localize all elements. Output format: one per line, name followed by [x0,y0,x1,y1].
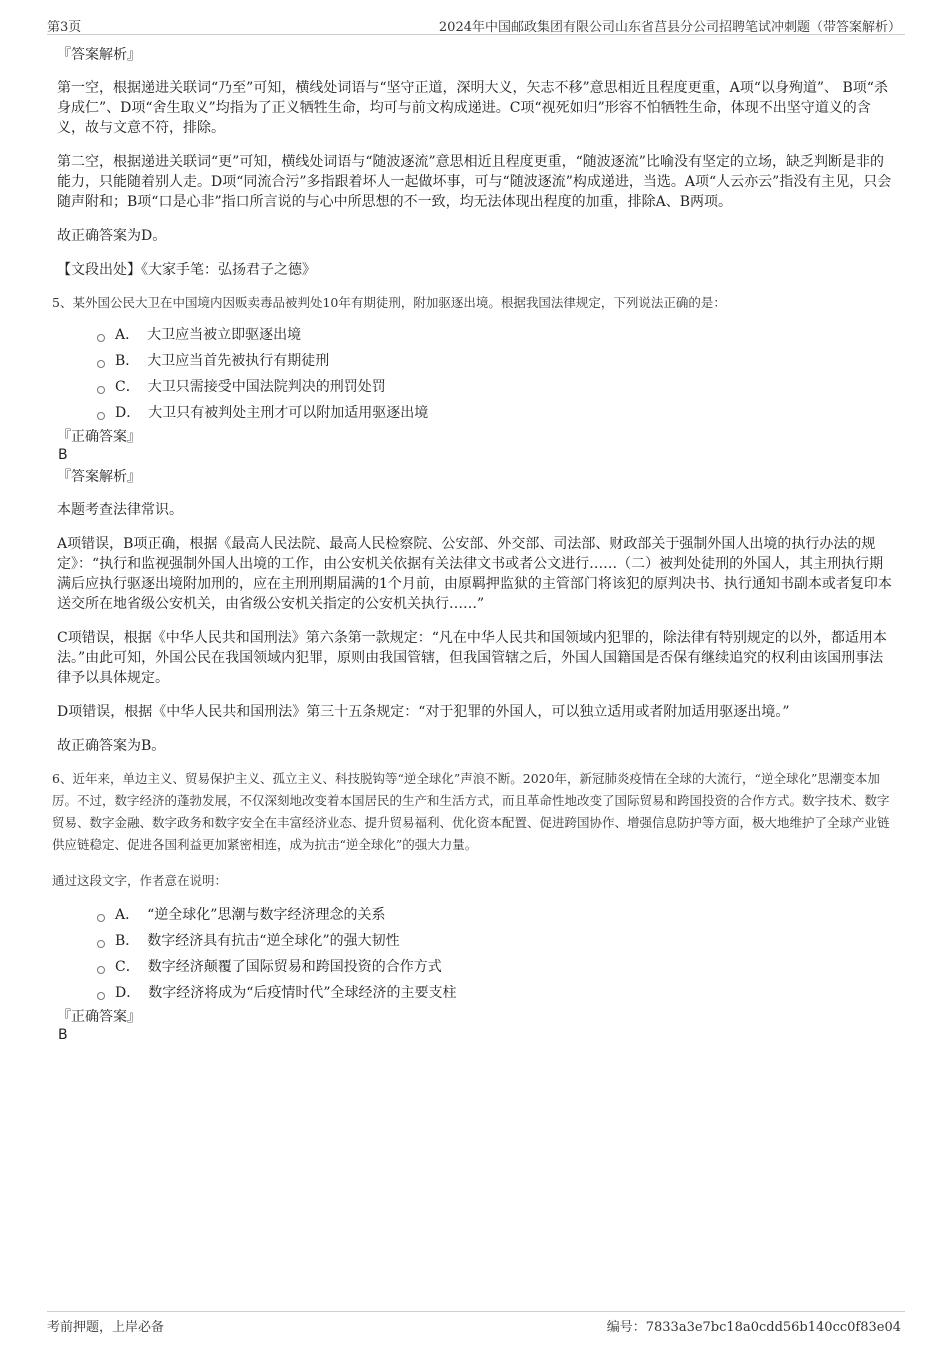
option-text: 数字经济将成为“后疫情时代”全球经济的主要支柱 [148,985,457,1001]
analysis-paragraph: 第一空，根据递进关联词“乃至”可知，横线处词语与“坚守正道，深明大义，矢志不移”意思相近且程度更重，A项“以身殉道”、 B项“杀身成仁”、D项“舍生取义”均指为了正义牺牲生命，均可与前文构成递进。C项“视死如归”形容不怕牺牲生命，体现不出坚守道义的含义，故与文意不符，排除。 [57,80,888,136]
correct-answer: B [58,1027,68,1043]
option-text: 大卫应当被立即驱逐出境 [147,327,302,343]
question-stem: 6、近年来，单边主义、贸易保护主义、孤立主义、科技脱钩等“逆全球化”声浪不断。2020年，新冠肺炎疫情在全球的大流行，“逆全球化”思潮变本加厉。不过，数字经济的蓬勃发展，不仅深刻地改变着本国居民的生产和生活方式，而且革命性地改变了国际贸易和跨国投资的合作方式。数字技术、数字贸易、数字金融、数字政务和数字安全在丰富经济业态、提升贸易福利、优化资本配置、促进跨国协作、增强信息防护等方面，极大地维护了全球产业链供应链稳定、促进各国利益更加紧密相连，成为抗击“逆全球化”的强大力量。 [52,771,890,852]
page-footer [47,1311,905,1334]
option-text: 数字经济具有抗击“逆全球化”的强大韧性 [147,933,400,949]
page-header [47,14,905,35]
radio-button[interactable] [97,914,105,922]
correct-answer: B [58,447,68,463]
page-number: 第3页 [47,20,82,35]
radio-button[interactable] [97,386,105,394]
option-b[interactable]: B． 大卫应当首先被执行有期徒刑 [97,348,893,374]
footer-slogan: 考前押题，上岸必备 [47,1320,165,1335]
radio-button[interactable] [97,992,105,1000]
option-b[interactable]: B． 数字经济具有抗击“逆全球化”的强大韧性 [97,928,893,954]
option-a[interactable]: A． 大卫应当被立即驱逐出境 [97,322,893,348]
option-d[interactable]: D． 大卫只有被判处主刑才可以附加适用驱逐出境 [97,400,893,426]
page-content [52,46,893,1044]
option-c[interactable]: C． 数字经济颠覆了国际贸易和跨国投资的合作方式 [97,954,893,980]
analysis-paragraph: D项错误，根据《中华人民共和国刑法》第三十五条规定：“对于犯罪的外国人，可以独立适用或者附加适用驱逐出境。” [57,704,790,720]
radio-button[interactable] [97,334,105,342]
answer-conclusion: 故正确答案为D。 [57,228,167,244]
option-text: 大卫应当首先被执行有期徒刑 [147,353,330,369]
option-d[interactable]: D． 数字经济将成为“后疫情时代”全球经济的主要支柱 [97,980,893,1006]
option-text: “逆全球化”思潮与数字经济理念的关系 [147,907,386,923]
analysis-label: 『答案解析』 [57,469,141,485]
radio-button[interactable] [97,940,105,948]
answer-conclusion: 故正确答案为B。 [57,738,166,754]
option-a[interactable]: A． “逆全球化”思潮与数字经济理念的关系 [97,902,893,928]
analysis-label: 『答案解析』 [57,47,141,63]
analysis-intro: 本题考查法律常识。 [57,502,183,518]
analysis-paragraph: 第二空，根据递进关联词“更”可知，横线处词语与“随波逐流”意思相近且程度更重，“随波逐流”比喻没有坚定的立场，缺乏判断是非的能力，只能随着别人走。D项“同流合污”多指跟着坏人一起做坏事，可与“随波逐流”构成递进，当选。A项“人云亦云”指没有主见，只会随声附和；B项“口是心非”指口所言说的与心中所思想的不一致，均无法体现出程度的加重，排除A、B两项。 [57,154,892,210]
option-list [97,322,893,426]
document-serial: 编号：7833a3e7bc18a0cdd56b140cc0f83e04 [606,1320,901,1335]
correct-answer-label: 『正确答案』 [57,1009,141,1025]
option-text: 数字经济颠覆了国际贸易和跨国投资的合作方式 [147,959,442,975]
radio-button[interactable] [97,966,105,974]
radio-button[interactable] [97,412,105,420]
question-stem: 5、某外国公民大卫在中国境内因贩卖毒品被判处10年有期徒刑，附加驱逐出境。根据我国法律规定，下列说法正确的是： [52,295,726,310]
analysis-paragraph: A项错误，B项正确，根据《最高人民法院、最高人民检察院、公安部、外交部、司法部、财政部关于强制外国人出境的执行办法的规定》：“执行和监视强制外国人出境的工作，由公安机关依据有关法律文书或者公文进行……（二）被判处徒刑的外国人，其主刑执行期满后应执行驱逐出境附加刑的，应在主刑刑期届满的1个月前，由原羁押监狱的主管部门将该犯的原判决书、执行通知书副本或者复印本送交所在地省级公安机关，由省级公安机关指定的公安机关执行……” [57,536,892,612]
radio-button[interactable] [97,360,105,368]
option-text: 大卫只有被判处主刑才可以附加适用驱逐出境 [148,405,429,421]
correct-answer-label: 『正确答案』 [57,429,141,445]
option-text: 大卫只需接受中国法院判决的刑罚处罚 [147,379,386,395]
source-citation: 【文段出处】《大家手笔：弘扬君子之德》 [57,262,316,278]
question-prompt: 通过这段文字，作者意在说明： [52,873,228,888]
option-c[interactable]: C． 大卫只需接受中国法院判决的刑罚处罚 [97,374,893,400]
analysis-paragraph: C项错误，根据《中华人民共和国刑法》第六条第一款规定：“凡在中华人民共和国领域内犯罪的，除法律有特别规定的以外，都适用本法。”由此可知，外国公民在我国领域内犯罪，原则由我国管辖，但我国管辖之后，外国人国籍国是否保有继续追究的权利由该国刑事法律予以具体规定。 [57,630,887,686]
document-title: 2024年中国邮政集团有限公司山东省莒县分公司招聘笔试冲刺题（带答案解析） [438,20,901,35]
option-list [97,902,893,1006]
